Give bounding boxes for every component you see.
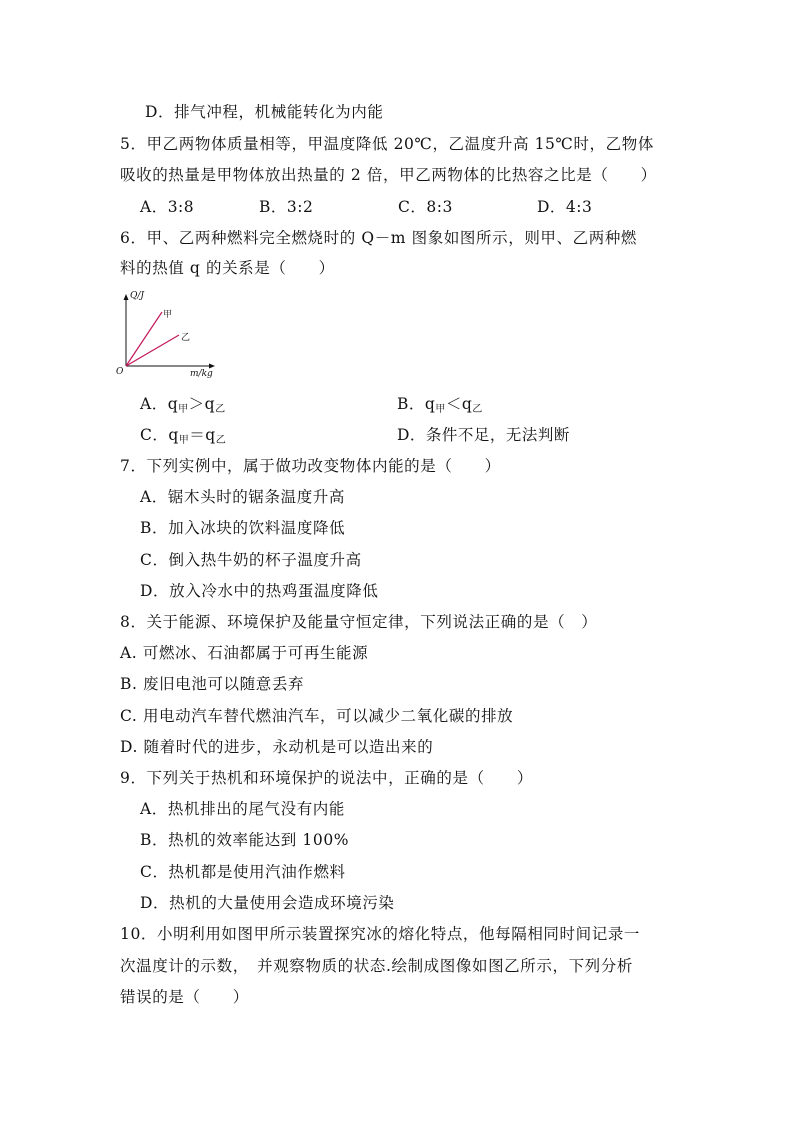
q6-b-sub2: 乙 [472, 404, 483, 415]
q6-b-sub1: 甲 [435, 404, 446, 415]
q8-option-b: B. 废旧电池可以随意丢弃 [120, 675, 305, 693]
q-m-graph [114, 286, 224, 378]
q10-stem-line2: 次温度计的示数， 并观察物质的状态.绘制成图像如图乙所示，下列分析 [120, 957, 633, 975]
q6-a-relation: ＞q [188, 395, 216, 413]
q6-option-a [140, 394, 226, 420]
q6-c-sub1: 甲 [178, 435, 190, 446]
q8-option-d: D. 随着时代的进步，永动机是可以造出来的 [120, 738, 434, 756]
q6-b-relation: ＜q [445, 395, 473, 413]
q6-c-relation: ＝q [189, 426, 216, 444]
q4-option-d: D．排气冲程，机械能转化为内能 [145, 103, 384, 121]
x-axis-label: m/kg [190, 369, 213, 378]
q6-stem-line2: 料的热值 q 的关系是（ ） [120, 259, 335, 277]
line-yi-label: 乙 [181, 333, 191, 343]
q6-a-sub2: 乙 [215, 404, 226, 415]
q6-option-b [397, 394, 483, 420]
q5-option-a: A．3:8 [140, 198, 195, 216]
q7-option-a: A．锯木头时的锯条温度升高 [140, 488, 345, 506]
q6-stem-line1: 6．甲、乙两种燃料完全燃烧时的 Q－m 图象如图所示，则甲、乙两种燃 [120, 229, 638, 247]
origin-label: O [116, 367, 124, 377]
q10-stem-line3: 错误的是（ ） [120, 988, 249, 1006]
y-axis-arrow [124, 294, 129, 300]
q5-stem-line2: 吸收的热量是甲物体放出热量的 2 倍，甲乙两物体的比热容之比是（ ） [120, 166, 657, 184]
y-axis-label: Q/J [130, 291, 145, 301]
q6-c-sub2: 乙 [215, 435, 227, 446]
q8-stem: 8．关于能源、环境保护及能量守恒定律，下列说法正确的是（ ） [120, 613, 598, 631]
q9-stem: 9．下列关于热机和环境保护的说法中，正确的是（ ） [120, 769, 533, 787]
q5-option-c: C．8:3 [398, 198, 453, 216]
q10-stem-line1: 10．小明利用如图甲所示装置探究冰的熔化特点，他每隔相同时间记录一 [120, 925, 641, 943]
q5-stem-line1: 5．甲乙两物体质量相等，甲温度降低 20℃，乙温度升高 15℃时，乙物体 [120, 135, 654, 153]
q6-option-d: D．条件不足，无法判断 [397, 426, 570, 444]
q9-option-b: B．热机的效率能达到 100% [140, 831, 350, 849]
line-jia-label: 甲 [163, 310, 173, 320]
q9-option-a: A．热机排出的尾气没有内能 [140, 800, 345, 818]
q6-b-prefix: B．q [397, 395, 436, 413]
q6-a-sub1: 甲 [178, 404, 189, 415]
q6-option-c [140, 425, 226, 451]
q6-c-prefix: C．q [140, 426, 179, 444]
q9-option-d: D．热机的大量使用会造成环境污染 [140, 894, 395, 912]
q6-a-prefix: A．q [140, 395, 179, 413]
q5-option-d: D．4:3 [537, 198, 593, 216]
q7-stem: 7．下列实例中，属于做功改变物体内能的是（ ） [120, 457, 501, 475]
q8-option-a: A. 可燃冰、石油都属于可再生能源 [120, 644, 369, 662]
q8-option-c: C. 用电动汽车替代燃油汽车，可以减少二氧化碳的排放 [120, 707, 514, 725]
q7-option-d: D．放入冷水中的热鸡蛋温度降低 [140, 582, 379, 600]
q7-option-b: B．加入冰块的饮料温度降低 [140, 519, 346, 537]
q9-option-c: C．热机都是使用汽油作燃料 [140, 863, 346, 881]
q5-option-b: B．3:2 [259, 198, 314, 216]
x-axis-arrow [209, 364, 215, 369]
line-jia [126, 312, 162, 366]
q7-option-c: C．倒入热牛奶的杯子温度升高 [140, 551, 362, 569]
line-yi [126, 335, 179, 366]
